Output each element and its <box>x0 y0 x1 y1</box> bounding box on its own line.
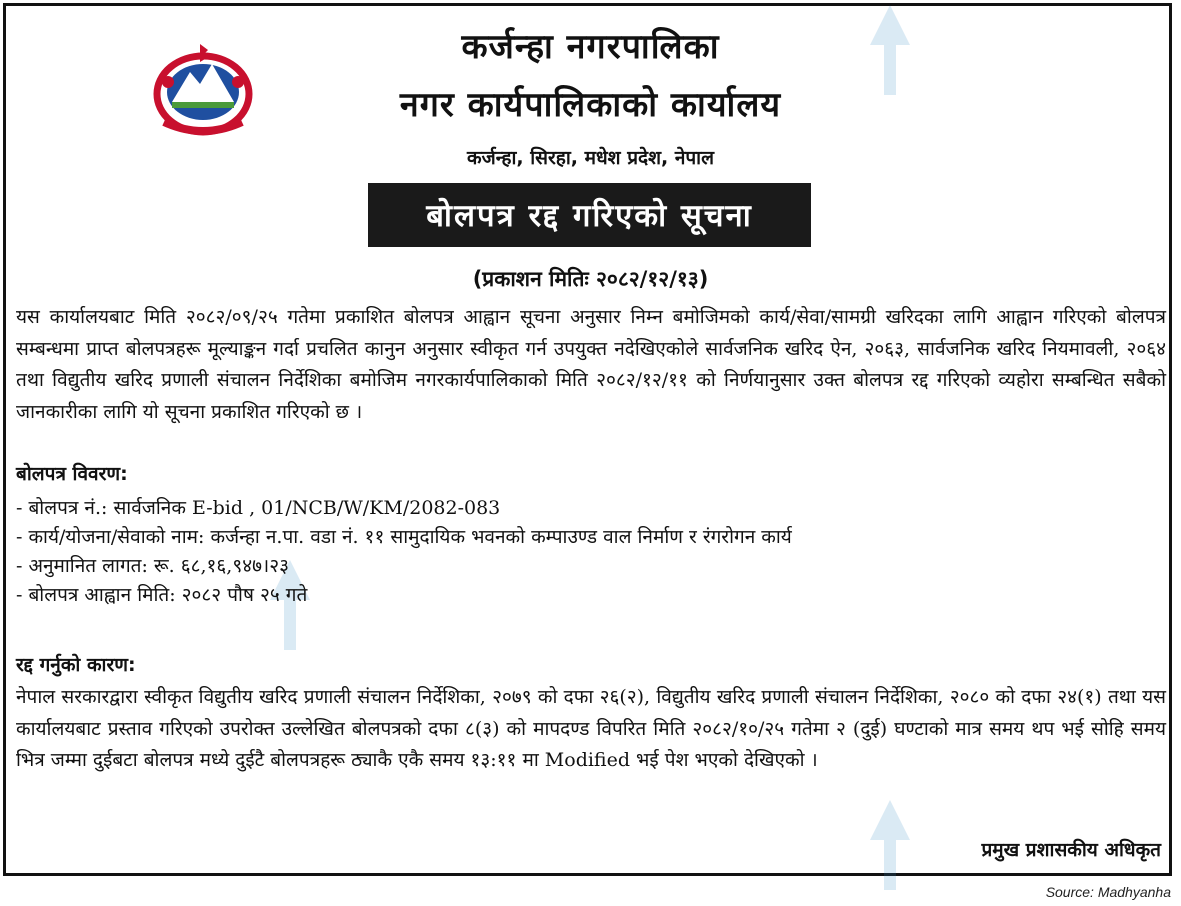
reason-heading: रद्द गर्नुको कारण: <box>16 654 136 676</box>
signatory-title: प्रमुख प्रशासकीय अधिकृत <box>981 839 1161 861</box>
publication-date: (प्रकाशन मितिः २०८२/१२/१३) <box>472 267 709 291</box>
watermark-arrow-icon <box>870 800 910 890</box>
municipality-title: कर्जन्हा नगरपालिका <box>461 27 720 67</box>
notice-title-banner <box>368 183 811 247</box>
details-heading: बोलपत्र विवरण: <box>16 463 128 485</box>
office-title: नगर कार्यपालिकाको कार्यालय <box>399 85 782 125</box>
office-address: कर्जन्हा, सिरहा, मधेश प्रदेश, नेपाल <box>467 147 714 169</box>
list-item: - बोलपत्र आह्वान मिति: २०८२ पौष २५ गते <box>16 584 308 606</box>
details-list <box>16 494 792 610</box>
list-item: - कार्य/योजना/सेवाको नाम: कर्जन्हा न.पा. वडा नं. ११ सामुदायिक भवनको कम्पाउण्ड वाल निर्माण र रंगरोगन कार्य <box>16 526 792 548</box>
list-item: - बोलपत्र नं.: सार्वजनिक E-bid , 01/NCB/W/KM/2082-083 <box>16 497 501 519</box>
intro-paragraph: यस कार्यालयबाट मिति २०८२/०९/२५ गतेमा प्रकाशित बोलपत्र आह्वान सूचना अनुसार निम्न बमोजिमको कार्य/सेवा/सामग्री खरिदका लागि आह्वान गरिएको बोलपत्र सम्बन्धमा प्राप्त बोलपत्रहरू मूल्याङ्कन गर्दा प्रचलित कानुन अनुसार स्वीकृत गर्न उपयुक्त नदेखिएकोले सार्वजनिक खरिद ऐन, २०६३, सार्वजनिक खरिद नियमावली, २०६४ तथा विद्युतीय खरिद प्रणाली संचालन निर्देशिका बमोजिम नगरकार्यपालिकाको मिति २०८२/१२/११ को निर्णयानुसार उक्त बोलपत्र रद्द गरिएको व्यहोरा सम्बन्धित सबैको जानकारीका लागि यो सूचना प्रकाशित गरिएको छ । <box>16 306 1166 423</box>
list-item: - अनुमानित लागत: रू. ६८,१६,९४७।२३ <box>16 555 289 577</box>
source-credit: Source: Madhyanha <box>1045 884 1171 900</box>
reason-paragraph: नेपाल सरकारद्वारा स्वीकृत विद्युतीय खरिद प्रणाली संचालन निर्देशिका, २०७९ को दफा २६(२), विद्युतीय खरिद प्रणाली संचालन निर्देशिका, २०८० को दफा २४(१) तथा यस कार्यालयबाट प्रस्ताव गरिएको उपरोक्त उल्लेखित बोलपत्रको दफा ८(३) को मापदण्ड विपरित मिति २०८२/१०/२५ गतेमा २ (दुई) घण्टाको मात्र समय थप भई सोहि समय भित्र जम्मा दुईबटा बोलपत्र मध्ये दुईटै बोलपत्रहरू ठ्याकै एकै समय १३:११ मा Modified भई पेश भएको देखिएको । <box>16 686 1166 771</box>
notice-title: बोलपत्र रद्द गरिएको सूचना <box>426 198 753 234</box>
